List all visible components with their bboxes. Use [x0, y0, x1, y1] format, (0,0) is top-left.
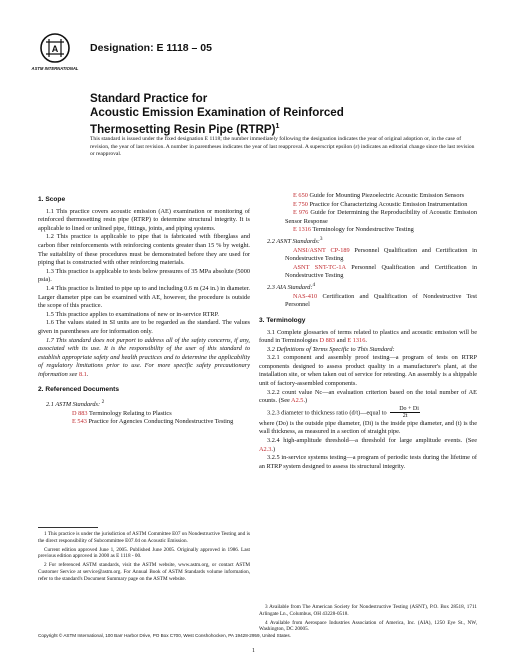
- scope-para: 1.2 This practice is applicable to pipe that is fabricated with fiberglass and carbon fiber reinforcements with reinforcing contents greater than 15 % by weight. The suitability of these procedures must be demonstrated before they are used for piping that is constructed with other reinforcing materials.: [38, 233, 250, 267]
- footnotes-right: [259, 604, 477, 635]
- astm-logo: [31, 32, 79, 78]
- ref-item: D 883 Terminology Relating to Plastics: [72, 409, 172, 417]
- ref-item: ANSI/ASNT CP-189 Personnel Qualification and Certification in Nondestructive Testing: [285, 246, 477, 263]
- ref-item: E 1316 Terminology for Nondestructive Testing: [293, 226, 414, 234]
- term-para: where (Do) is the outside pipe diameter, (Di) is the inside pipe diameter, and (t) is the wall thickness, as measured in a section of straight pipe.: [259, 419, 477, 436]
- ref-link[interactable]: E 976: [293, 209, 309, 217]
- svg-text:ASTM INTERNATIONAL: ASTM INTERNATIONAL: [31, 66, 79, 71]
- safety-para: 1.7 This standard does not purport to address all of the safety concerns, if any, associated with its use. It is the responsibility of the user of this standard to establish appropriate safety and health practices and to determine the applicability of regulatory limitations prior to use. For more specific safety precautionary information see 8.1.: [38, 336, 250, 378]
- page-number: 1: [252, 648, 255, 654]
- footnote: 1 This practice is under the jurisdiction of ASTM Committee E07 on Nondestructive Testing and is the direct responsibility of Subcommittee E07.04 on Acoustic Emission.: [38, 531, 250, 544]
- left-column: [38, 192, 250, 427]
- ref-link[interactable]: E 543: [72, 418, 87, 426]
- link-e1316[interactable]: E 1316: [347, 337, 366, 345]
- term-para: 3.2.1 component and assembly proof testing—a program of tests on RTRP components designed to assess product quality in a manufacturer's plant, at the installation site, or when taken out of service for retesting. An assembly is a shippable unit of factory-assembled components.: [259, 354, 477, 388]
- ref-link[interactable]: ASNT SNT-TC-1A: [293, 263, 346, 271]
- scope-para: 1.6 The values stated in SI units are to be regarded as the standard. The values given in parentheses are for information only.: [38, 319, 250, 335]
- footnote: 3 Available from The American Society for Nondestructive Testing (ASNT), P.O. Box 28518, 1711 Arlingate Ln., Columbus, OH 43228-0518.: [259, 604, 477, 617]
- asnt-label: 2.2 ASNT Standards:$^3$: [267, 235, 323, 246]
- scope-para: 1.4 This practice is limited to pipe up to and including 0.6 m (24 in.) in diameter. Larger diameter pipe can be examined with AE, however, the procedure is outside the scope of this practice.: [38, 284, 250, 310]
- ref-link[interactable]: D 883: [72, 409, 88, 417]
- term-para: 3.2 Definitions of Terms Specific to This Standard:: [267, 345, 395, 353]
- footnote: 4 Available from Aerospace Industries Association of America, Inc. (AIA), 1250 Eye St., NW, Washington, DC 20005.: [259, 619, 477, 633]
- scope-para: 1.3 This practice is applicable to tests below pressures of 35 MPa absolute (5000 psia).: [38, 267, 250, 284]
- link-a2-3[interactable]: A2.3: [259, 445, 272, 453]
- footnotes-left: [38, 531, 250, 585]
- link-d883[interactable]: D 883: [319, 337, 336, 345]
- scope-para: 1.5 This practice applies to examinations of new or in-service RTRP.: [46, 310, 219, 318]
- title-line-3: Thermosetting Resin Pipe (RTRP)$^1$: [90, 122, 280, 136]
- footnote: 2 For referenced ASTM standards, visit the ASTM website, www.astm.org, or contact ASTM Customer Service at service@astm.org. For Annual Book of ASTM Standards volume information, refer to the standard's Document Summary page on the ASTM website.: [38, 562, 250, 582]
- term-para: 3.1 Complete glossaries of terms related to plastics and acoustic emission will be found in Terminologies D 883 and E 1316.: [259, 328, 477, 345]
- scope-heading: 1. Scope: [38, 196, 66, 203]
- right-column: [259, 192, 477, 471]
- ref-link[interactable]: E 650: [293, 192, 308, 199]
- copyright-line: Copyright © ASTM International, 100 Barr Harbor Drive, PO Box C700, West Conshohocken, PA 19428-2959, United States.: [38, 633, 291, 638]
- dt-fraction: $\frac{Do + Di}{2t}$: [390, 406, 420, 420]
- ref-link[interactable]: E 750: [293, 200, 308, 208]
- term-para: 3.2.2 count value Nc—an evaluation criterion based on the total number of AE counts. (See A2.5.): [259, 388, 477, 405]
- ref-item: E 650 Guide for Mounting Piezoelectric Acoustic Emission Sensors: [293, 192, 465, 199]
- ref-link[interactable]: NAS-410: [293, 292, 318, 300]
- link-8-1[interactable]: 8.1: [78, 370, 87, 378]
- ref-item: E 543 Practice for Agencies Conducting Nondestructive Testing: [72, 418, 234, 426]
- ref-link[interactable]: ANSI/ASNT CP-189: [293, 246, 350, 254]
- svg-text:A: A: [51, 44, 59, 54]
- designation: Designation: E 1118 – 05: [90, 42, 212, 54]
- ref-item: NAS-410 Certification and Qualification of Nondestructive Test Personnel: [285, 292, 478, 309]
- title-line-1: Standard Practice for: [90, 92, 208, 105]
- ref-item: ASNT SNT-TC-1A Personnel Qualification and Certification in Nondestructive Testing: [285, 263, 477, 280]
- footnote-divider: [38, 527, 98, 528]
- title-line-2: Acoustic Emission Examination of Reinforced: [90, 106, 344, 119]
- ref-item: E 750 Practice for Characterizing Acoustic Emission Instrumentation: [293, 200, 468, 208]
- term-para: 3.2.5 in-service systems testing—a program of periodic tests during the lifetime of an RTRP system designed to assess its structural integrity.: [259, 454, 477, 470]
- scope-para: 1.1 This practice covers acoustic emission (AE) examination or monitoring of reinforced thermosetting resin pipe (RTRP) to determine structural integrity. It is applicable to lined or unlined pipe, fittings, joints, and piping systems.: [38, 207, 250, 232]
- standard-issue-note: This standard is issued under the fixed designation E 1118; the number immediately following the designation indicates the year of original adoption or, in the case of revision, the year of last revision. A number in parentheses indicates the year of last reapproval. A superscript epsilon (ε) indicates an editorial change since the last revision or reapproval.: [90, 136, 475, 158]
- astm-standards-label: 2.1 ASTM Standards: $^2$: [46, 399, 105, 409]
- document-title: [90, 92, 470, 137]
- link-a2-5[interactable]: A2.5: [291, 397, 304, 405]
- footnote: Current edition approved June 1, 2005. Published June 2005. Originally approved in 1986. Last previous edition approved in 2000 as E 1118 - 00.: [38, 546, 250, 560]
- ref-item: E 976 Guide for Determining the Reproducibility of Acoustic Emission Sensor Response: [285, 209, 477, 225]
- refs-heading: 2. Referenced Documents: [38, 386, 119, 394]
- terminology-heading: 3. Terminology: [259, 316, 306, 324]
- aia-label: 2.3 AIA Standard:$^4$: [267, 282, 316, 292]
- term-para: 3.2.3 diameter to thickness ratio (d/t)—equal to $\frac{Do + Di}{2t}$: [267, 405, 419, 420]
- term-para: 3.2.4 high-amplitude threshold—a threshold for large amplitude events. (See A2.3.): [259, 437, 477, 453]
- ref-link[interactable]: E 1316: [293, 226, 312, 234]
